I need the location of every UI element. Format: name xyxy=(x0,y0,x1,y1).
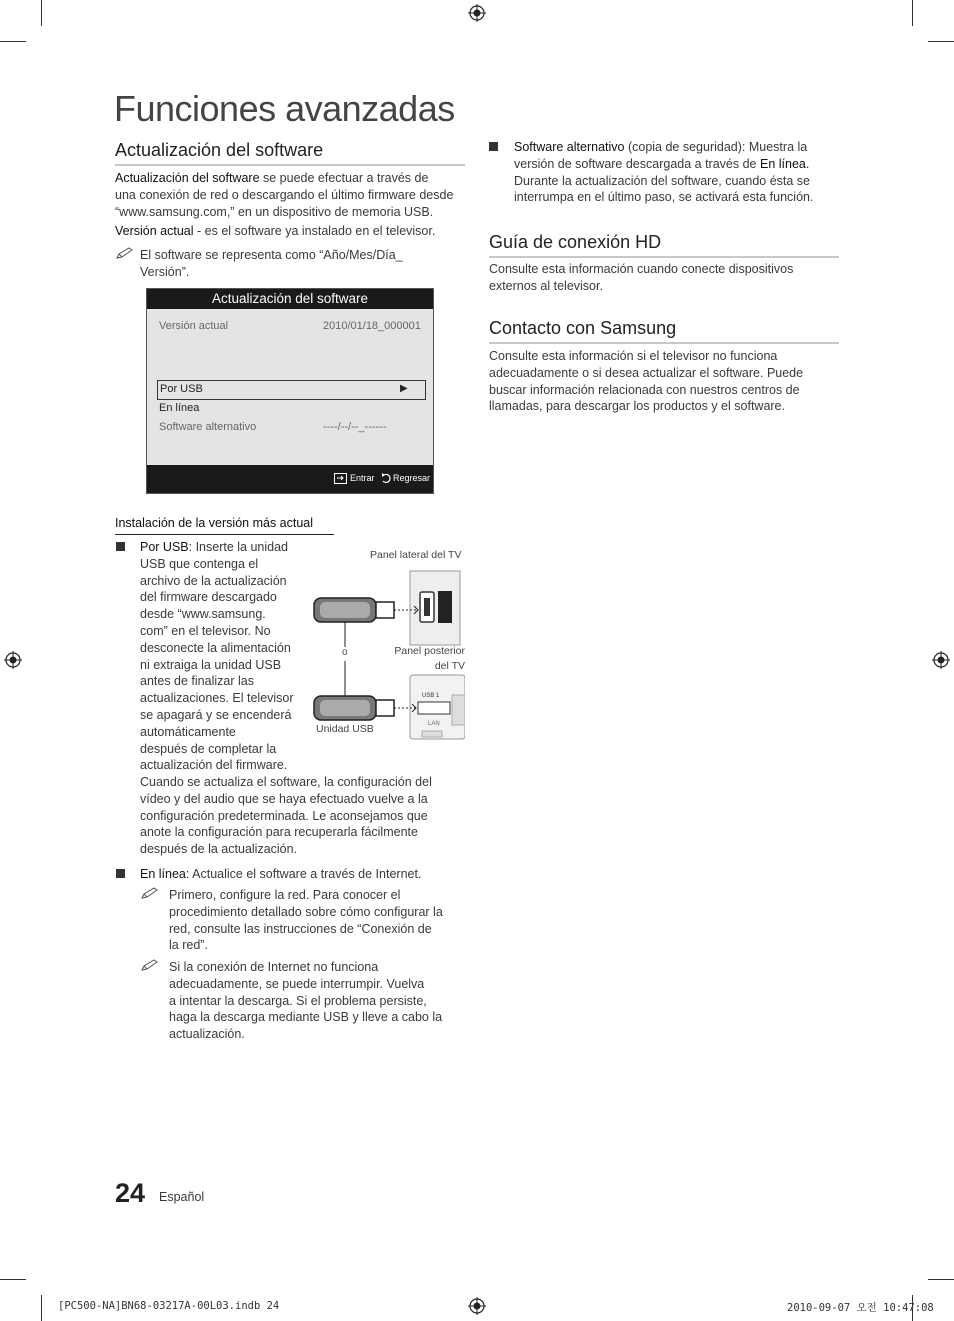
alt-online-bold: En línea xyxy=(759,156,806,171)
note-line: procedimiento detallado sobre cómo configurar la xyxy=(169,904,443,919)
osd-title: Actualización del software xyxy=(147,289,433,309)
rear-panel-line: Panel posterior xyxy=(394,645,465,657)
osd-current-version-label: Versión actual xyxy=(159,320,229,332)
usb-line: desconecte la alimentación xyxy=(140,640,291,655)
contact-line: adecuadamente o si desea actualizar el software. Puede xyxy=(489,365,804,380)
usb-line: : Inserte la unidad xyxy=(188,540,289,554)
install-heading: Instalación de la versión más actual xyxy=(115,515,334,535)
enter-icon xyxy=(334,473,347,484)
registration-mark-icon xyxy=(468,4,486,22)
osd-item-por-usb[interactable] xyxy=(157,380,426,400)
usb-line: del firmware descargado xyxy=(140,590,277,605)
alt-text: . xyxy=(805,156,810,171)
contact-line: llamadas, para descargar los productos y el software. xyxy=(489,399,785,414)
section-heading-software-update: Actualización del software xyxy=(115,140,465,166)
usb-after-line: después de la actualización. xyxy=(140,842,298,857)
note-text xyxy=(140,247,403,281)
note-connection-issue xyxy=(169,959,464,1043)
intro-text: “www.samsung.com,” en un dispositivo de memoria USB. xyxy=(115,204,434,219)
online-text: : Actualice el software a través de Internet. xyxy=(185,867,422,881)
contact-paragraph xyxy=(489,348,839,415)
registration-mark-icon xyxy=(932,651,950,669)
usb-line: desde “www.samsung. xyxy=(140,607,266,622)
usb-after-line: anote la configuración para recuperarla fácilmente xyxy=(140,825,418,840)
registration-mark-icon xyxy=(4,651,22,669)
alt-bold: Software alternativo xyxy=(514,140,625,154)
note-line: la red”. xyxy=(169,938,208,953)
osd-item-en-linea[interactable]: En línea xyxy=(159,402,200,414)
intro-bold: Actualización del software xyxy=(115,171,260,185)
registration-mark-icon xyxy=(468,1297,486,1315)
print-footer-timestamp: 2010-09-07 오전 10:47:08 xyxy=(787,1302,934,1314)
note-pencil-icon xyxy=(141,959,159,971)
section-heading-contact-samsung: Contacto con Samsung xyxy=(489,318,839,344)
osd-footer xyxy=(147,465,433,493)
bullet-square-icon xyxy=(489,142,498,151)
usb-paragraph xyxy=(140,539,310,774)
usb-line: después de completar la xyxy=(140,741,277,756)
return-icon xyxy=(381,473,391,484)
alt-text: (copia de seguridad): Muestra la xyxy=(624,140,808,154)
osd-enter-label: Entrar xyxy=(350,473,375,483)
alt-text: Durante la actualización del software, cuando ésta se xyxy=(514,173,811,188)
diagram-rear-panel-label xyxy=(394,644,465,674)
usb-line: USB que contenga el xyxy=(140,556,259,571)
crop-mark xyxy=(928,1279,954,1280)
rear-panel-line: del TV xyxy=(434,660,465,672)
usb-line: com” en el televisor. No xyxy=(140,623,271,638)
page-title: Funciones avanzadas xyxy=(114,88,455,129)
note-line: adecuadamente, se puede interrumpir. Vuelva xyxy=(169,976,425,991)
note-line: Si la conexión de Internet no funciona xyxy=(169,960,379,974)
intro-text: se puede efectuar a través de xyxy=(259,171,429,185)
crop-mark xyxy=(0,1279,26,1280)
usb-line: se apagará y se encenderá xyxy=(140,707,292,722)
crop-mark xyxy=(928,41,954,42)
online-bold: En línea xyxy=(140,867,186,881)
page-number: 24 xyxy=(115,1178,146,1208)
intro-text: una conexión de red o descargando el último firmware desde xyxy=(115,187,454,202)
crop-mark xyxy=(912,0,913,26)
usb-line: actualizaciones. El televisor xyxy=(140,691,294,706)
hd-line: externos al televisor. xyxy=(489,278,603,293)
note-line: El software se representa como “Año/Mes/Día_ xyxy=(140,248,403,262)
note-line: haga la descarga mediante USB y lleve a cabo la xyxy=(169,1010,443,1025)
alt-text: interrumpa en el último paso, se activará esta función. xyxy=(514,190,814,205)
note-line: Primero, configure la red. Para conocer el xyxy=(169,888,401,902)
print-footer-file: [PC500-NA]BN68-03217A-00L03.indb 24 xyxy=(58,1300,280,1312)
note-network-setup xyxy=(169,887,464,954)
osd-item-software-alternativo[interactable]: Software alternativo xyxy=(159,421,257,433)
osd-return-label: Regresar xyxy=(393,473,431,483)
section-heading-hd-guide: Guía de conexión HD xyxy=(489,232,839,258)
usb-line: ni extraiga la unidad USB xyxy=(140,657,282,672)
page-language: Español xyxy=(159,1190,205,1204)
bullet-square-icon xyxy=(116,869,125,878)
osd-current-version-value: 2010/01/18_000001 xyxy=(323,320,421,332)
usb-line: actualización del firmware. xyxy=(140,758,288,773)
usb-connection-diagram xyxy=(310,545,465,745)
note-line: a intentar la descarga. Si el problema persiste, xyxy=(169,993,427,1008)
note-pencil-icon xyxy=(116,247,134,259)
osd-arrow-right-icon: ▶ xyxy=(400,383,408,394)
alt-software-paragraph xyxy=(514,139,844,206)
usb-after-paragraph xyxy=(140,774,460,858)
lan-port-label: LAN xyxy=(428,721,440,727)
diagram-usb-drive-label: Unidad USB xyxy=(316,723,374,735)
usb-line: archivo de la actualización xyxy=(140,573,287,588)
crop-mark xyxy=(41,1295,42,1321)
intro-paragraph xyxy=(115,170,475,240)
usb-line: automáticamente xyxy=(140,724,236,739)
note-line: Versión”. xyxy=(140,264,190,279)
diagram-or-label: o xyxy=(342,647,348,658)
usb-after-line: configuración predeterminada. Le aconsejamos que xyxy=(140,808,428,823)
usb-bold: Por USB xyxy=(140,540,189,554)
diagram-side-panel-label: Panel lateral del TV xyxy=(370,549,462,561)
note-line: red, consulte las instrucciones de “Conexión de xyxy=(169,921,432,936)
hd-paragraph xyxy=(489,261,839,295)
osd-item-label: Por USB xyxy=(160,383,203,395)
note-line: actualización. xyxy=(169,1027,245,1042)
online-paragraph xyxy=(140,866,421,883)
note-pencil-icon xyxy=(141,887,159,899)
hd-line: Consulte esta información cuando conecte dispositivos xyxy=(489,262,794,276)
crop-mark xyxy=(0,41,26,42)
alt-text: versión de software descargada a través de xyxy=(514,156,760,171)
usb-after-line: vídeo y del audio que se haya efectuado vuelve a la xyxy=(140,791,428,806)
usb-after-line: Cuando se actualiza el software, la configuración del xyxy=(140,775,432,789)
crop-mark xyxy=(41,0,42,26)
usb-port-label: USB 1 xyxy=(422,693,440,699)
osd-item-alt-value: ----/--/--_------ xyxy=(323,421,387,433)
version-text: - es el software ya instalado en el televisor. xyxy=(193,224,436,239)
contact-line: Consulte esta información si el televisor no funciona xyxy=(489,349,778,363)
osd-software-update-menu xyxy=(146,288,434,494)
version-bold: Versión actual xyxy=(115,224,194,239)
bullet-square-icon xyxy=(116,542,125,551)
contact-line: buscar información relacionada con nuestros centros de xyxy=(489,382,800,397)
usb-line: antes de finalizar las xyxy=(140,674,254,689)
